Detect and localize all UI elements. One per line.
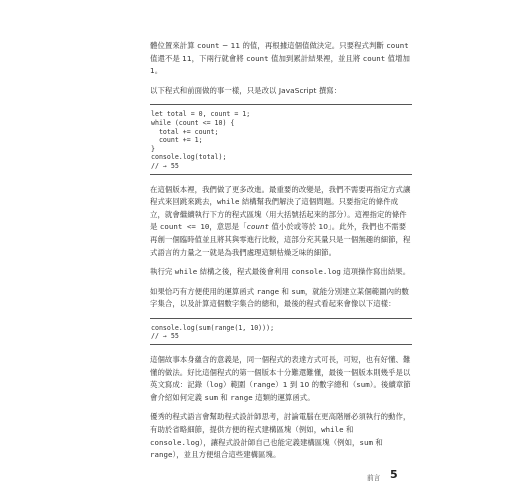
inline-code: while (321, 425, 344, 435)
inline-code: count (362, 53, 386, 63)
text-span: 值加到累計結果裡，並且將 (268, 53, 363, 63)
text-span: − 11 的值，再根據這個值做決定。只要程式判斷 (219, 41, 387, 50)
paragraph-2: 以下程式和前面做的事一樣，只是改以 JavaScript 撰寫： (150, 85, 342, 95)
inline-code: range (256, 286, 280, 296)
code-line: while (count <= 10) { (151, 118, 235, 127)
text-span: 和 (373, 437, 383, 447)
code-line: console.log(sum(range(1, 10))); (151, 323, 275, 332)
paragraph-6 (150, 354, 412, 404)
paragraph-3 (150, 184, 412, 260)
text-span: 體位置來計算 (150, 41, 198, 50)
text-span: ）。後續章節會介紹如何定義 (150, 380, 411, 402)
paragraph-4 (150, 266, 412, 279)
paragraph-1 (150, 40, 412, 78)
text-span: 值小於或等於 10」。此外，我們也不需要再創一個臨時值並且將其與零進行比較，這部分充其量只是一個無趣的細節，程式語言的力量之一就是為我們處理這類枯燥乏味的細節。 (150, 222, 411, 257)
paragraph-5 (150, 286, 412, 311)
inline-code: while (174, 267, 198, 277)
inline-code: count (197, 41, 220, 50)
code-line: // → 55 (151, 332, 179, 341)
inline-code: count (386, 41, 409, 50)
text-span: 值增加 1。 (150, 53, 410, 76)
text-span: 和 (217, 392, 231, 402)
text-span: 這個故事本身蘊含的意義是，同一個程式的表達方式可長，可短，也有好懂、難懂的做法。好比這個程式的第一個版本十分難還難懂，最後一個版本則幾乎是以英文寫成：記錄（ (150, 355, 411, 390)
inline-code: count <= 10 (159, 222, 210, 232)
text-span: ）1 到 10 的數字總和（ (275, 380, 357, 390)
text-span: 和 (279, 286, 292, 296)
code-line: total += count; (151, 127, 219, 136)
text-span: 和 (343, 425, 354, 435)
inline-code: sum (356, 380, 370, 390)
inline-code: range (150, 450, 173, 460)
inline-code: console.log (291, 267, 341, 277)
code-line: console.log(total); (151, 153, 227, 162)
inline-code: count (246, 222, 270, 232)
text-span: 結構幫我們解決了這個問題。只要指定的條件成立，就會繼續執行下方的程式區塊（用大括號括起來的部分）。這裡指定的條件是 (150, 197, 407, 232)
page-number: 5 (390, 468, 398, 481)
inline-code: console.log (150, 437, 200, 447)
inline-code: while (216, 197, 240, 207)
code-block-while-loop (150, 104, 412, 174)
inline-code: range (230, 392, 253, 402)
inline-code: sum (291, 286, 305, 296)
text-span: ），讓程式設計師自己也能定義建構區塊（例如， (199, 437, 360, 447)
text-span: 結構之後，程式最後會利用 (197, 267, 292, 277)
text-span: ），並且方便組合這些建構區塊。 (172, 450, 281, 460)
code-line: let total = 0, count = 1; (151, 110, 251, 119)
code-block-sum-range (150, 318, 412, 345)
text-span: 執行完 (150, 267, 175, 277)
inline-code: count (246, 53, 269, 63)
inline-code: sum (359, 437, 373, 447)
code-line: count += 1; (151, 136, 203, 145)
paragraph-7 (150, 411, 412, 461)
text-span: 這項操作寫出結果。 (340, 267, 411, 277)
inline-code: range (252, 380, 276, 390)
text-span: ，意思是「 (209, 222, 247, 232)
text-span: ，就能分別建立某個範圍內的數字集合，以及計算這個數字集合的總和，最後的程式看起來會像以下這樣： (150, 286, 409, 309)
code-line: } (151, 144, 155, 153)
text-span: 在這個版本裡，我們做了更多改進。最重要的改變是，我們不需要再指定方式讓程式來回跳來跳去， (150, 184, 411, 207)
inline-code: sum (204, 392, 218, 402)
text-span: 這類的運算函式。 (252, 392, 315, 402)
section-label: 前言 (367, 474, 381, 482)
text-span: 值還不是 11，下兩行就會將 (150, 53, 247, 63)
text-span: ）範圍（ (223, 380, 253, 390)
text-span: 優秀的程式語言會幫助程式設計師思考，討論電腦在更高階層必須執行的動作，有助於省略細節，提供方便的程式建構區塊（例如， (150, 412, 411, 435)
document-page (150, 40, 412, 469)
inline-code: log (209, 380, 224, 390)
page-footer (0, 468, 520, 484)
code-line: // → 55 (151, 161, 179, 170)
text-span: 如果恰巧有方便使用的運算函式 (150, 286, 257, 296)
